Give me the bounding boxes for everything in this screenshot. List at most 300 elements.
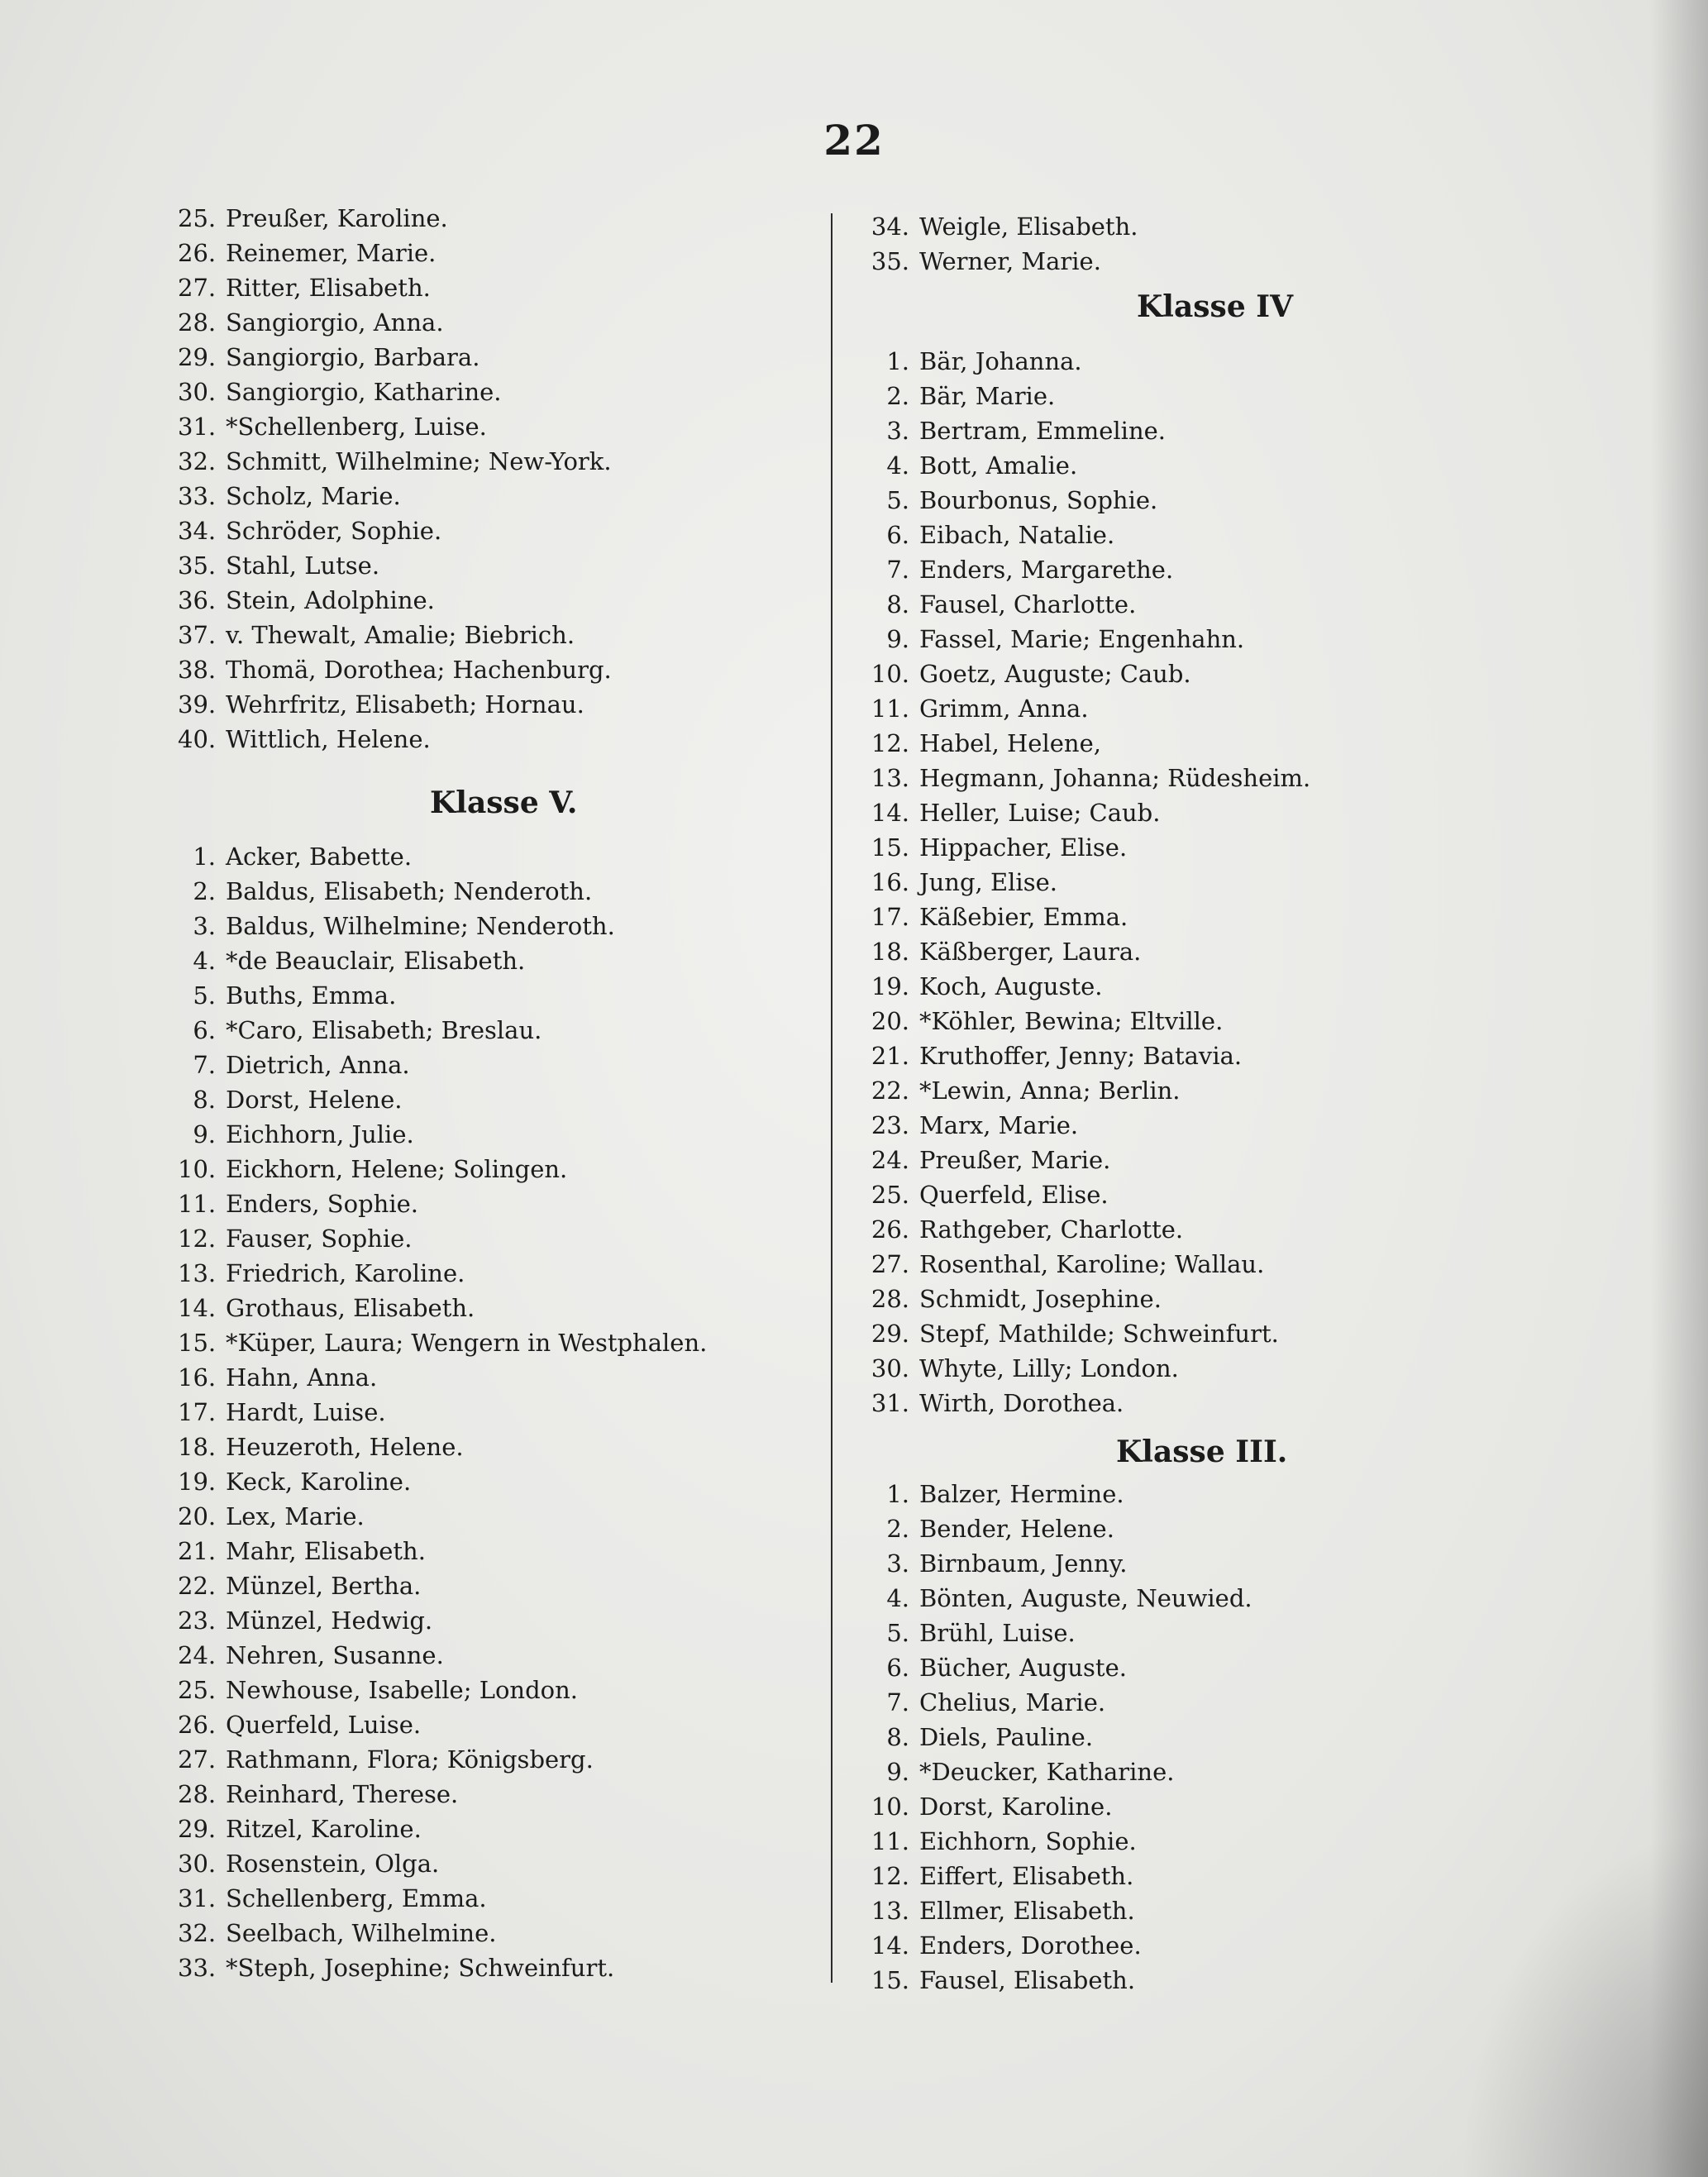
entry-name: Diels, Pauline. [919,1723,1094,1751]
entry-name: Käßebier, Emma. [919,903,1128,931]
list-item [178,409,612,444]
entry-number: 14. [871,799,909,827]
entry-number: 15. [178,1329,217,1357]
list-item [856,1546,1252,1581]
entry-number: 14. [178,1294,217,1322]
list-item [856,622,1310,656]
list-item [178,909,707,943]
entry-number: 35. [871,247,909,275]
entry-name: Heller, Luise; Caub. [919,799,1161,827]
entry-name: Münzel, Hedwig. [226,1606,433,1635]
list-item [178,1464,707,1499]
klasse-iii-heading: Klasse III. [1116,1435,1288,1469]
list-item [856,1581,1252,1616]
entry-name: Bönten, Auguste, Neuwied. [919,1584,1252,1612]
entry-name: Rathmann, Flora; Königsberg. [226,1745,594,1774]
entry-name: Reinhard, Therese. [226,1780,459,1808]
list-item [856,1859,1252,1893]
entry-number: 20. [178,1502,217,1530]
list-item [835,244,1138,279]
entry-name: Ritzel, Karoline. [226,1815,422,1843]
list-item [178,1013,707,1048]
entry-number: 7. [886,556,909,584]
entry-number: 27. [178,1745,217,1774]
entry-name: Grothaus, Elisabeth. [226,1294,475,1322]
entry-number: 26. [178,239,217,267]
entry-name: Querfeld, Luise. [226,1711,422,1739]
list-item [178,1881,707,1916]
entry-name: Eibach, Natalie. [919,521,1115,549]
list-item [178,513,612,548]
list-item [178,978,707,1013]
list-item [178,1430,707,1464]
entry-number: 21. [178,1537,217,1565]
list-item [856,795,1310,830]
entry-name: Münzel, Bertha. [226,1572,422,1600]
list-item [856,1685,1252,1720]
entry-name: Whyte, Lilly; London. [919,1354,1179,1382]
entry-number: 34. [871,212,909,241]
list-item [178,943,707,978]
entry-number: 15. [871,1966,909,1994]
entry-number: 14. [871,1931,909,1960]
klasse-v-heading: Klasse V. [430,785,578,820]
list-item [178,839,707,874]
entry-number: 17. [178,1398,217,1426]
entry-name: Koch, Auguste. [919,972,1103,1000]
entry-number: 31. [871,1389,909,1417]
entry-name: Fausel, Elisabeth. [919,1966,1136,1994]
entry-name: Fauser, Sophie. [226,1225,413,1253]
entry-name: Mahr, Elisabeth. [226,1537,426,1565]
entry-name: Hegmann, Johanna; Rüdesheim. [919,764,1311,792]
entry-name: *Küper, Laura; Wengern in Westphalen. [226,1329,708,1357]
entry-number: 22. [871,1077,909,1105]
entry-name: Wehrfritz, Elisabeth; Hornau. [226,690,584,719]
list-item [856,1247,1310,1282]
entry-number: 7. [886,1688,909,1716]
list-item [856,1928,1252,1963]
entry-name: Rosenthal, Karoline; Wallau. [919,1250,1265,1278]
entry-name: Acker, Babette. [226,843,413,871]
entry-name: *Lewin, Anna; Berlin. [919,1077,1181,1105]
list-item [178,479,612,513]
entry-name: Bär, Johanna. [919,347,1082,375]
list-item [178,1152,707,1186]
list-item [856,587,1310,622]
entry-name: Bertram, Emmeline. [919,417,1166,445]
list-item [856,656,1310,691]
entry-number: 8. [886,1723,909,1751]
entry-number: 12. [871,1862,909,1890]
list-item [178,444,612,479]
entry-name: Reinemer, Marie. [226,239,437,267]
entry-number: 34. [178,517,217,545]
entry-number: 7. [193,1051,216,1079]
entry-name: Sangiorgio, Barbara. [226,343,480,371]
list-item [178,1707,707,1742]
entry-name: Baldus, Elisabeth; Nenderoth. [226,877,593,905]
entry-number: 4. [886,451,909,480]
list-item [178,1325,707,1360]
list-item [178,1534,707,1568]
entry-number: 29. [871,1320,909,1348]
list-item [856,1038,1310,1073]
klasse-iv-list [856,344,1310,1420]
entry-name: Schröder, Sophie. [226,517,442,545]
entry-number: 17. [871,903,909,931]
list-item [856,1351,1310,1386]
entry-name: Kruthoffer, Jenny; Batavia. [919,1042,1243,1070]
entry-number: 9. [886,625,909,653]
list-item [178,1638,707,1673]
list-item [178,1812,707,1846]
list-item [178,201,612,236]
entry-name: Habel, Helene, [919,729,1101,757]
entry-number: 16. [871,868,909,896]
entry-name: Bott, Amalie. [919,451,1078,480]
list-item [178,687,612,722]
entry-number: 6. [193,1016,216,1044]
entry-name: Werner, Marie. [919,247,1101,275]
entry-name: Schmitt, Wilhelmine; New-York. [226,447,612,475]
entry-number: 29. [178,343,217,371]
entry-name: *Steph, Josephine; Schweinfurt. [226,1954,615,1982]
entry-number: 11. [871,1827,909,1855]
list-item [178,1117,707,1152]
list-item [856,1824,1252,1859]
list-item [178,1846,707,1881]
entry-name: Bär, Marie. [919,382,1056,410]
entry-name: Heuzeroth, Helene. [226,1433,464,1461]
list-item [856,934,1310,969]
list-item [856,1073,1310,1108]
entry-number: 10. [178,1155,217,1183]
list-item [856,413,1310,448]
list-item [178,375,612,409]
entry-name: Thomä, Dorothea; Hachenburg. [226,656,612,684]
entry-name: Enders, Dorothee. [919,1931,1142,1960]
entry-number: 18. [178,1433,217,1461]
entry-number: 18. [871,938,909,966]
entry-number: 4. [886,1584,909,1612]
entry-number: 12. [178,1225,217,1253]
entry-number: 28. [178,1780,217,1808]
list-item [178,1603,707,1638]
list-item [856,1616,1252,1650]
list-item [178,652,612,687]
entry-name: Friedrich, Karoline. [226,1259,465,1287]
entry-number: 27. [871,1250,909,1278]
left-column-continued-list [178,201,612,757]
list-item [856,518,1310,552]
entry-number: 1. [886,1480,909,1508]
entry-number: 25. [178,1676,217,1704]
list-item [856,344,1310,379]
list-item [856,1720,1252,1754]
entry-name: Lex, Marie. [226,1502,365,1530]
entry-number: 26. [871,1215,909,1244]
entry-name: Keck, Karoline. [226,1468,412,1496]
list-item [856,1963,1252,1998]
entry-name: Goetz, Auguste; Caub. [919,660,1191,688]
entry-name: Eickhorn, Helene; Solingen. [226,1155,568,1183]
entry-name: Marx, Marie. [919,1111,1079,1139]
list-item [856,1893,1252,1928]
list-item [856,761,1310,795]
entry-number: 28. [178,308,217,337]
list-item [178,1395,707,1430]
entry-name: Wittlich, Helene. [226,725,431,753]
entry-number: 3. [886,417,909,445]
klasse-v-list [178,839,707,1985]
entry-name: Chelius, Marie. [919,1688,1106,1716]
list-item [178,1499,707,1534]
entry-name: Preußer, Karoline. [226,204,448,232]
list-item [856,1282,1310,1316]
entry-number: 2. [886,382,909,410]
entry-number: 8. [886,590,909,618]
entry-number: 11. [178,1190,217,1218]
entry-name: *Caro, Elisabeth; Breslau. [226,1016,542,1044]
entry-name: Bücher, Auguste. [919,1654,1127,1682]
entry-name: Weigle, Elisabeth. [919,212,1138,241]
list-item [856,1789,1252,1824]
entry-name: Buths, Emma. [226,981,397,1010]
entry-number: 3. [193,912,216,940]
list-item [178,1360,707,1395]
entry-name: Stahl, Lutse. [226,551,380,580]
entry-name: Enders, Margarethe. [919,556,1174,584]
entry-name: Nehren, Susanne. [226,1641,444,1669]
list-item [856,865,1310,900]
list-item [178,583,612,618]
entry-number: 20. [871,1007,909,1035]
entry-name: Eiffert, Elisabeth. [919,1862,1134,1890]
entry-name: Seelbach, Wilhelmine. [226,1919,497,1947]
entry-number: 32. [178,1919,217,1947]
entry-number: 9. [193,1120,216,1148]
entry-number: 33. [178,482,217,510]
list-item [178,236,612,270]
entry-number: 15. [871,833,909,862]
list-item [178,1221,707,1256]
list-item [856,483,1310,518]
entry-number: 27. [178,274,217,302]
entry-number: 31. [178,1884,217,1912]
entry-name: Hippacher, Elise. [919,833,1128,862]
entry-name: Stepf, Mathilde; Schweinfurt. [919,1320,1279,1348]
entry-number: 10. [871,1793,909,1821]
list-item [178,305,612,340]
entry-number: 1. [886,347,909,375]
entry-number: 2. [193,877,216,905]
entry-number: 30. [178,1850,217,1878]
list-item [178,1291,707,1325]
list-item [178,1256,707,1291]
entry-number: 21. [871,1042,909,1070]
entry-number: 4. [193,947,216,975]
entry-number: 37. [178,621,217,649]
entry-number: 28. [871,1285,909,1313]
list-item [178,1186,707,1221]
entry-name: *de Beauclair, Elisabeth. [226,947,526,975]
entry-number: 35. [178,551,217,580]
list-item [178,1568,707,1603]
entry-name: Ellmer, Elisabeth. [919,1897,1135,1925]
page-corner-shadow [1460,1830,1708,2177]
entry-number: 5. [886,486,909,514]
entry-name: Fassel, Marie; Engenhahn. [919,625,1245,653]
entry-number: 13. [178,1259,217,1287]
list-item [856,552,1310,587]
list-item [178,874,707,909]
entry-number: 13. [871,1897,909,1925]
entry-name: Eichhorn, Sophie. [919,1827,1137,1855]
entry-name: Dietrich, Anna. [226,1051,410,1079]
entry-number: 11. [871,695,909,723]
entry-number: 5. [886,1619,909,1647]
entry-number: 25. [871,1181,909,1209]
entry-name: Hardt, Luise. [226,1398,386,1426]
entry-number: 31. [178,413,217,441]
entry-name: Fausel, Charlotte. [919,590,1137,618]
entry-name: Balzer, Hermine. [919,1480,1124,1508]
entry-number: 39. [178,690,217,719]
entry-name: Birnbaum, Jenny. [919,1549,1128,1578]
entry-name: Brühl, Luise. [919,1619,1076,1647]
right-column-continued-list [835,209,1138,279]
entry-number: 26. [178,1711,217,1739]
entry-number: 12. [871,729,909,757]
entry-name: Schellenberg, Emma. [226,1884,487,1912]
entry-name: Bourbonus, Sophie. [919,486,1158,514]
entry-number: 22. [178,1572,217,1600]
list-item [856,379,1310,413]
entry-number: 40. [178,725,217,753]
entry-number: 9. [886,1758,909,1786]
klasse-iii-list [856,1477,1252,1998]
list-item [856,1477,1252,1511]
entry-number: 38. [178,656,217,684]
entry-name: *Köhler, Bewina; Eltville. [919,1007,1224,1035]
list-item [856,1511,1252,1546]
list-item [178,270,612,305]
entry-name: Ritter, Elisabeth. [226,274,431,302]
list-item [856,830,1310,865]
entry-name: Wirth, Dorothea. [919,1389,1124,1417]
entry-number: 25. [178,204,217,232]
entry-name: Jung, Elise. [919,868,1057,896]
entry-name: Baldus, Wilhelmine; Nenderoth. [226,912,615,940]
entry-name: Schmidt, Josephine. [919,1285,1162,1313]
entry-name: Grimm, Anna. [919,695,1089,723]
list-item [856,1108,1310,1143]
entry-number: 24. [871,1146,909,1174]
list-item [178,340,612,375]
entry-number: 3. [886,1549,909,1578]
entry-name: Hahn, Anna. [226,1363,378,1392]
entry-name: Stein, Adolphine. [226,586,435,614]
list-item [856,691,1310,726]
list-item [856,1143,1310,1177]
entry-number: 2. [886,1515,909,1543]
entry-name: Sangiorgio, Katharine. [226,378,502,406]
entry-name: Dorst, Karoline. [919,1793,1113,1821]
entry-number: 33. [178,1954,217,1982]
list-item [856,1212,1310,1247]
entry-number: 24. [178,1641,217,1669]
entry-number: 5. [193,981,216,1010]
entry-number: 32. [178,447,217,475]
list-item [856,1004,1310,1038]
list-item [178,722,612,757]
entry-number: 29. [178,1815,217,1843]
entry-number: 6. [886,1654,909,1682]
entry-number: 16. [178,1363,217,1392]
list-item [835,209,1138,244]
entry-number: 23. [178,1606,217,1635]
entry-name: *Deucker, Katharine. [919,1758,1175,1786]
entry-number: 13. [871,764,909,792]
entry-number: 23. [871,1111,909,1139]
list-item [856,900,1310,934]
entry-number: 8. [193,1086,216,1114]
entry-number: 10. [871,660,909,688]
entry-name: Preußer, Marie. [919,1146,1111,1174]
entry-number: 1. [193,843,216,871]
column-divider [831,213,833,1983]
entry-number: 19. [178,1468,217,1496]
entry-number: 19. [871,972,909,1000]
list-item [178,1742,707,1777]
list-item [178,1673,707,1707]
klasse-iv-heading: Klasse IV [1137,289,1294,324]
list-item [178,548,612,583]
entry-name: Eichhorn, Julie. [226,1120,414,1148]
entry-name: Newhouse, Isabelle; London. [226,1676,579,1704]
list-item [856,1316,1310,1351]
entry-number: 30. [871,1354,909,1382]
entry-name: Bender, Helene. [919,1515,1114,1543]
list-item [178,1950,707,1985]
entry-name: Rosenstein, Olga. [226,1850,440,1878]
list-item [856,1650,1252,1685]
entry-name: Sangiorgio, Anna. [226,308,444,337]
list-item [178,1048,707,1082]
entry-name: Querfeld, Elise. [919,1181,1109,1209]
entry-number: 30. [178,378,217,406]
list-item [178,1082,707,1117]
page-number: 22 [823,116,885,165]
list-item [856,726,1310,761]
list-item [856,448,1310,483]
list-item [856,1177,1310,1212]
entry-number: 36. [178,586,217,614]
entry-name: Dorst, Helene. [226,1086,403,1114]
list-item [856,1386,1310,1420]
entry-name: Enders, Sophie. [226,1190,418,1218]
entry-number: 6. [886,521,909,549]
entry-name: v. Thewalt, Amalie; Biebrich. [226,621,575,649]
entry-name: *Schellenberg, Luise. [226,413,487,441]
entry-name: Scholz, Marie. [226,482,401,510]
list-item [856,969,1310,1004]
entry-name: Käßberger, Laura. [919,938,1142,966]
list-item [178,618,612,652]
entry-name: Rathgeber, Charlotte. [919,1215,1184,1244]
list-item [178,1916,707,1950]
